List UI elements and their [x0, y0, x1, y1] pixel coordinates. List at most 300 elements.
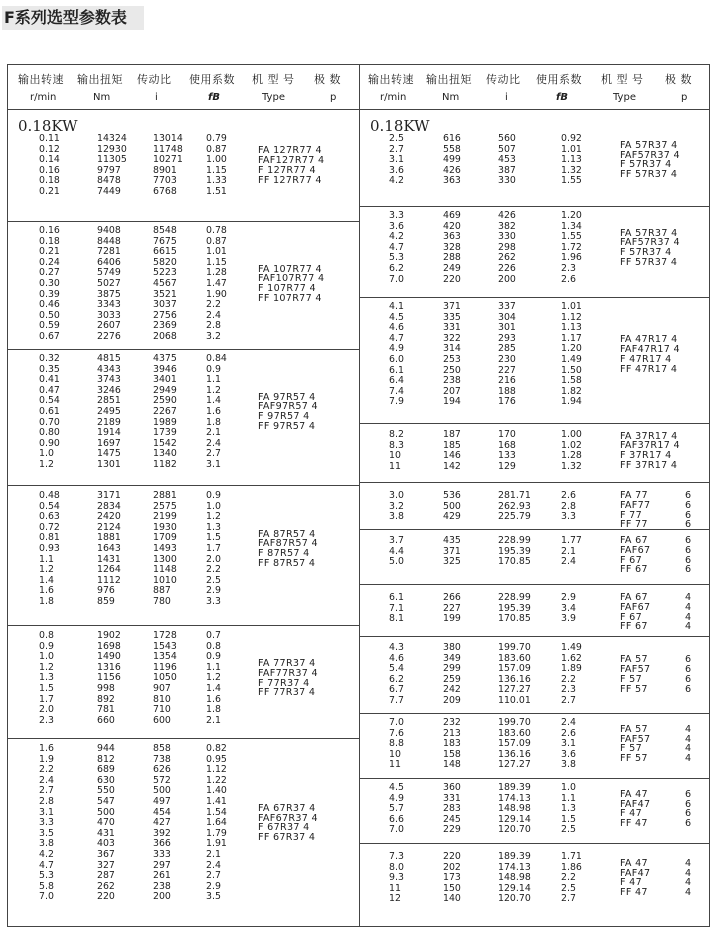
- ratio-cell: 238: [153, 880, 171, 892]
- torque-cell: 7449: [97, 185, 121, 197]
- model-type: FAF77R37 4: [258, 667, 318, 679]
- group-block: [360, 298, 709, 424]
- speed-cell: 2.2: [39, 764, 54, 776]
- factor-cell: 1.62: [561, 652, 582, 664]
- model-type: FF 57R37 4: [620, 256, 678, 268]
- speed-cell: 5.3: [389, 252, 404, 264]
- group-block: [8, 134, 359, 222]
- ratio-cell: 285: [498, 343, 516, 355]
- model-name: F 67: [620, 611, 642, 623]
- speed-cell: 4.7: [389, 332, 404, 344]
- torque-cell: 420: [443, 220, 461, 232]
- ratio-cell: 858: [153, 743, 171, 754]
- table-row: [8, 597, 359, 608]
- torque-cell: 3246: [97, 384, 121, 396]
- torque-cell: 547: [97, 795, 115, 807]
- ratio-cell: 626: [153, 764, 171, 776]
- table-row: [8, 491, 359, 502]
- factor-cell: 1.2: [206, 672, 221, 684]
- model-types: [620, 592, 692, 633]
- group-block: [360, 134, 709, 207]
- torque-cell: 335: [443, 311, 461, 323]
- torque-cell: 229: [443, 824, 461, 836]
- ratio-cell: 129.14: [498, 882, 531, 894]
- factor-cell: 0.82: [206, 743, 227, 754]
- pole-count: 6: [685, 798, 692, 810]
- table-row: [360, 544, 709, 558]
- table-row: [360, 275, 709, 286]
- table-row: [360, 313, 709, 324]
- model-type: F 107R77 4: [258, 283, 316, 295]
- torque-cell: 1264: [97, 564, 121, 576]
- ratio-cell: 1989: [153, 416, 177, 428]
- factor-cell: 1.86: [561, 861, 582, 873]
- ratio-cell: 560: [498, 133, 516, 144]
- model-name: FAF47: [620, 798, 651, 810]
- table-row: [360, 397, 709, 408]
- right-table: [360, 64, 710, 927]
- factor-cell: 2.3: [561, 684, 576, 696]
- speed-cell: 0.81: [39, 532, 60, 544]
- factor-cell: 0.87: [206, 235, 227, 247]
- speed-cell: 8.3: [389, 439, 404, 451]
- ratio-cell: 330: [498, 231, 516, 243]
- ratio-cell: 127.27: [498, 684, 531, 696]
- speed-cell: 4.2: [389, 175, 404, 187]
- ratio-cell: 11748: [153, 143, 183, 155]
- speed-cell: 3.8: [39, 838, 54, 850]
- table-row: [360, 863, 709, 874]
- ratio-cell: 297: [153, 859, 171, 871]
- torque-cell: 194: [443, 396, 461, 408]
- model-type: [620, 621, 692, 633]
- factor-cell: 0.9: [206, 651, 221, 663]
- ratio-cell: 133: [498, 450, 516, 462]
- speed-cell: 7.1: [389, 602, 404, 614]
- model-name: FA 77: [620, 490, 648, 501]
- torque-cell: 227: [443, 602, 461, 614]
- torque-cell: 220: [97, 891, 115, 903]
- model-type: FA 37R17 4: [620, 430, 678, 442]
- factor-cell: 0.95: [206, 753, 227, 765]
- model-type: F 127R77 4: [258, 164, 316, 176]
- speed-cell: 10: [389, 450, 401, 462]
- speed-cell: 7.0: [39, 891, 54, 903]
- table-row: [8, 871, 359, 882]
- factor-cell: 1.3: [206, 521, 221, 533]
- torque-cell: 140: [443, 893, 461, 905]
- model-type: F 67R37 4: [258, 822, 310, 834]
- speed-cell: 3.3: [389, 210, 404, 221]
- torque-cell: 550: [97, 785, 115, 797]
- factor-cell: 1.12: [561, 311, 582, 323]
- factor-cell: 0.92: [561, 133, 582, 144]
- factor-cell: 2.7: [206, 448, 221, 460]
- model-type: FAF67R37 4: [258, 812, 318, 824]
- model-name: FF 77: [620, 519, 648, 531]
- torque-cell: 1914: [97, 427, 121, 439]
- torque-cell: 349: [443, 652, 461, 664]
- factor-cell: 3.5: [206, 891, 221, 903]
- header-speed-unit: r/min: [380, 92, 407, 103]
- ratio-cell: 168: [498, 439, 516, 451]
- ratio-cell: 2881: [153, 490, 177, 501]
- model-type: [620, 564, 692, 576]
- ratio-cell: 1300: [153, 553, 177, 565]
- torque-cell: 220: [443, 851, 461, 862]
- speed-cell: 0.11: [39, 133, 60, 144]
- ratio-cell: 8548: [153, 225, 177, 236]
- speed-cell: 1.6: [39, 743, 54, 754]
- speed-cell: 3.8: [389, 511, 404, 523]
- factor-cell: 2.7: [206, 870, 221, 882]
- table-row: [8, 755, 359, 766]
- ratio-cell: 1739: [153, 427, 177, 439]
- model-type: FF 77R37 4: [258, 687, 316, 699]
- group-list: [360, 134, 709, 909]
- factor-cell: 1.1: [561, 792, 576, 804]
- header-ratio: 传动比: [486, 73, 521, 86]
- speed-cell: 0.39: [39, 288, 60, 300]
- ratio-cell: 907: [153, 682, 171, 694]
- group-block: [360, 637, 709, 714]
- torque-cell: 1698: [97, 640, 121, 652]
- torque-cell: 616: [443, 133, 461, 144]
- table-row: [360, 783, 709, 794]
- factor-cell: 1.01: [206, 246, 227, 258]
- ratio-cell: 1354: [153, 651, 177, 663]
- header-ratio-unit: i: [155, 92, 158, 103]
- header-speed-unit: r/min: [30, 92, 57, 103]
- model-name: FAF67: [620, 544, 651, 556]
- header-poles-unit: p: [681, 92, 688, 103]
- ratio-cell: 1930: [153, 521, 177, 533]
- speed-cell: 0.16: [39, 164, 60, 176]
- torque-cell: 327: [97, 859, 115, 871]
- speed-cell: 3.1: [39, 806, 54, 818]
- ratio-cell: 2369: [153, 320, 177, 332]
- ratio-cell: 738: [153, 753, 171, 765]
- ratio-cell: 1010: [153, 574, 177, 586]
- table-row: [360, 302, 709, 313]
- ratio-cell: 507: [498, 143, 516, 155]
- model-name: F 67: [620, 554, 642, 566]
- model-types: [620, 535, 692, 576]
- torque-cell: 5027: [97, 277, 121, 289]
- speed-cell: 4.6: [389, 322, 404, 334]
- factor-cell: 1.15: [206, 256, 227, 268]
- factor-cell: 1.8: [206, 416, 221, 428]
- table-row: [360, 750, 709, 761]
- factor-cell: 1.47: [206, 277, 227, 289]
- speed-cell: 11: [389, 882, 401, 894]
- model-type: FF 97R57 4: [258, 421, 316, 433]
- factor-cell: 0.78: [206, 225, 227, 236]
- torque-cell: 287: [97, 870, 115, 882]
- factor-cell: 1.79: [206, 827, 227, 839]
- ratio-cell: 1493: [153, 542, 177, 554]
- model-name: FF 67: [620, 621, 648, 633]
- ratio-cell: 170.85: [498, 556, 531, 568]
- torque-cell: 314: [443, 343, 461, 355]
- torque-cell: 158: [443, 748, 461, 760]
- model-types: [620, 788, 692, 830]
- torque-cell: 367: [97, 848, 115, 860]
- torque-cell: 2851: [97, 395, 121, 407]
- pole-count: 4: [685, 723, 692, 735]
- table-row: [8, 642, 359, 653]
- factor-cell: 1.0: [561, 782, 576, 793]
- header-ratio: 传动比: [137, 73, 172, 86]
- speed-cell: 0.18: [39, 175, 60, 187]
- torque-cell: 3875: [97, 288, 121, 300]
- torque-cell: 6406: [97, 256, 121, 268]
- ratio-cell: 2756: [153, 309, 177, 321]
- factor-cell: 2.2: [561, 673, 576, 685]
- speed-cell: 2.4: [39, 774, 54, 786]
- pole-count: 4: [685, 601, 692, 613]
- torque-cell: 8448: [97, 235, 121, 247]
- speed-cell: 1.2: [39, 564, 54, 576]
- ratio-cell: 183.60: [498, 652, 531, 664]
- model-types: [258, 393, 318, 432]
- model-types: [620, 857, 692, 899]
- table-row: [8, 631, 359, 642]
- table-header: [360, 65, 709, 110]
- factor-cell: 1.00: [206, 154, 227, 166]
- data-rows: [360, 852, 709, 905]
- speed-cell: 6.1: [389, 364, 404, 376]
- pole-count: 6: [685, 663, 692, 675]
- speed-cell: 0.18: [39, 235, 60, 247]
- model-name: FAF47: [620, 867, 651, 879]
- speed-cell: 0.8: [39, 630, 54, 641]
- factor-cell: 2.9: [561, 592, 576, 603]
- speed-cell: 6.0: [389, 353, 404, 365]
- factor-cell: 1.96: [561, 252, 582, 264]
- torque-cell: 146: [443, 450, 461, 462]
- torque-cell: 360: [443, 782, 461, 793]
- model-type: [620, 753, 692, 765]
- factor-cell: 3.1: [561, 738, 576, 750]
- table-row: [8, 765, 359, 776]
- ratio-cell: 199.70: [498, 642, 531, 653]
- speed-cell: 4.7: [389, 241, 404, 253]
- factor-cell: 1.90: [206, 288, 227, 300]
- table-header: [8, 65, 359, 110]
- factor-cell: 1.2: [206, 511, 221, 523]
- table-row: [8, 247, 359, 258]
- ratio-cell: 5223: [153, 267, 177, 279]
- torque-cell: 262: [97, 880, 115, 892]
- factor-cell: 2.9: [206, 880, 221, 892]
- factor-cell: 1.40: [206, 785, 227, 797]
- speed-cell: 3.6: [389, 164, 404, 176]
- speed-cell: 0.70: [39, 416, 60, 428]
- model-name: F 47: [620, 808, 642, 820]
- model-type: FA 127R77 4: [258, 145, 322, 157]
- torque-cell: 2189: [97, 416, 121, 428]
- factor-cell: 3.4: [561, 602, 576, 614]
- factor-cell: 2.1: [206, 714, 221, 726]
- speed-cell: 0.50: [39, 309, 60, 321]
- pole-count: 6: [685, 535, 692, 546]
- speed-cell: 2.8: [39, 795, 54, 807]
- factor-cell: 1.00: [561, 429, 582, 440]
- speed-cell: 3.6: [389, 220, 404, 232]
- ratio-cell: 228.99: [498, 535, 531, 546]
- ratio-cell: 174.13: [498, 792, 531, 804]
- factor-cell: 2.6: [561, 490, 576, 501]
- model-type: FA 47R17 4: [620, 334, 678, 346]
- factor-cell: 1.49: [561, 353, 582, 365]
- torque-cell: 500: [97, 806, 115, 818]
- speed-cell: 4.5: [389, 782, 404, 793]
- ratio-cell: 8901: [153, 164, 177, 176]
- speed-cell: 9.3: [389, 872, 404, 884]
- model-type: [620, 887, 692, 899]
- speed-cell: 1.0: [39, 651, 54, 663]
- factor-cell: 1.6: [206, 693, 221, 705]
- header-speed: 输出转速: [368, 73, 414, 86]
- ratio-cell: 157.09: [498, 663, 531, 675]
- model-type: FAF37R17 4: [620, 440, 680, 452]
- factor-cell: 1.4: [206, 682, 221, 694]
- torque-cell: 8478: [97, 175, 121, 187]
- factor-cell: 1.20: [561, 343, 582, 355]
- factor-cell: 1.22: [206, 774, 227, 786]
- table-row: [360, 376, 709, 387]
- data-rows: [360, 593, 709, 625]
- factor-cell: 3.2: [206, 330, 221, 342]
- power-label: 0.18KW: [370, 117, 430, 135]
- speed-cell: 0.21: [39, 185, 60, 197]
- ratio-cell: 170.85: [498, 613, 531, 625]
- table-row: [360, 323, 709, 334]
- torque-cell: 469: [443, 210, 461, 221]
- factor-cell: 1.64: [206, 817, 227, 829]
- model-type: FA 57R37 4: [620, 227, 678, 239]
- group-block: [360, 483, 709, 530]
- ratio-cell: 136.16: [498, 748, 531, 760]
- factor-cell: 0.79: [206, 133, 227, 144]
- speed-cell: 0.27: [39, 267, 60, 279]
- speed-cell: 0.48: [39, 490, 60, 501]
- speed-cell: 0.21: [39, 246, 60, 258]
- factor-cell: 1.32: [561, 460, 582, 472]
- torque-cell: 363: [443, 231, 461, 243]
- speed-cell: 8.2: [389, 429, 404, 440]
- table-row: [360, 611, 709, 625]
- factor-cell: 1.55: [561, 231, 582, 243]
- model-type: F 77R37 4: [258, 677, 310, 689]
- factor-cell: 2.2: [561, 872, 576, 884]
- factor-cell: 1.7: [206, 542, 221, 554]
- speed-cell: 4.9: [389, 343, 404, 355]
- ratio-cell: 600: [153, 714, 171, 726]
- speed-cell: 7.6: [389, 727, 404, 739]
- factor-cell: 0.84: [206, 353, 227, 364]
- group-block: [360, 530, 709, 585]
- ratio-cell: 453: [498, 154, 516, 166]
- model-type: FA 57R37 4: [620, 139, 678, 151]
- table-row: [360, 654, 709, 665]
- table-row: [360, 536, 709, 547]
- table-row: [8, 705, 359, 716]
- model-name: FAF77: [620, 499, 651, 511]
- ratio-cell: 3401: [153, 374, 177, 386]
- ratio-cell: 1340: [153, 448, 177, 460]
- ratio-cell: 1182: [153, 458, 177, 470]
- speed-cell: 1.4: [39, 574, 54, 586]
- torque-cell: 245: [443, 813, 461, 825]
- speed-cell: 1.9: [39, 753, 54, 765]
- table-row: [8, 460, 359, 471]
- table-row: [360, 491, 709, 502]
- factor-cell: 1.5: [206, 532, 221, 544]
- torque-cell: 2124: [97, 521, 121, 533]
- torque-cell: 12930: [97, 143, 127, 155]
- model-type: [620, 519, 692, 531]
- model-type: FAF57R37 4: [620, 237, 680, 249]
- factor-cell: 1.94: [561, 396, 582, 408]
- speed-cell: 3.0: [389, 490, 404, 501]
- pole-count: 4: [685, 743, 692, 755]
- factor-cell: 2.5: [561, 824, 576, 836]
- factor-cell: 3.6: [561, 748, 576, 760]
- torque-cell: 331: [443, 792, 461, 804]
- factor-cell: 1.01: [561, 143, 582, 155]
- torque-cell: 250: [443, 364, 461, 376]
- torque-cell: 185: [443, 439, 461, 451]
- factor-cell: 1.5: [561, 813, 576, 825]
- model-type: FAF47R17 4: [620, 344, 680, 356]
- speed-cell: 11: [389, 460, 401, 472]
- model-type: F 37R17 4: [620, 450, 672, 462]
- page-title: F系列选型参数表: [2, 6, 144, 30]
- group-block: [360, 714, 709, 779]
- speed-cell: 1.2: [39, 661, 54, 673]
- group-block: [8, 626, 359, 739]
- table-row: [8, 786, 359, 797]
- speed-cell: 4.4: [389, 545, 404, 557]
- factor-cell: 1.82: [561, 385, 582, 397]
- header-torque: 输出扭矩: [426, 73, 472, 86]
- table-row: [360, 664, 709, 675]
- group-list: [8, 134, 359, 918]
- ratio-cell: 189.39: [498, 851, 531, 862]
- torque-cell: 859: [97, 595, 115, 607]
- model-type: FF 37R17 4: [620, 459, 678, 471]
- speed-cell: 0.30: [39, 277, 60, 289]
- torque-cell: 150: [443, 882, 461, 894]
- model-type: F 57R37 4: [620, 159, 672, 171]
- torque-cell: 148: [443, 759, 461, 771]
- table-row: [360, 593, 709, 604]
- torque-cell: 371: [443, 545, 461, 557]
- group-block: [360, 207, 709, 298]
- pole-count: 6: [685, 818, 692, 830]
- factor-cell: 2.8: [206, 320, 221, 332]
- torque-cell: 2420: [97, 511, 121, 523]
- factor-cell: 1.58: [561, 375, 582, 387]
- torque-cell: 220: [443, 273, 461, 285]
- ratio-cell: 2949: [153, 384, 177, 396]
- table-row: [360, 794, 709, 805]
- torque-cell: 283: [443, 803, 461, 815]
- ratio-cell: 176: [498, 396, 516, 408]
- ratio-cell: 304: [498, 311, 516, 323]
